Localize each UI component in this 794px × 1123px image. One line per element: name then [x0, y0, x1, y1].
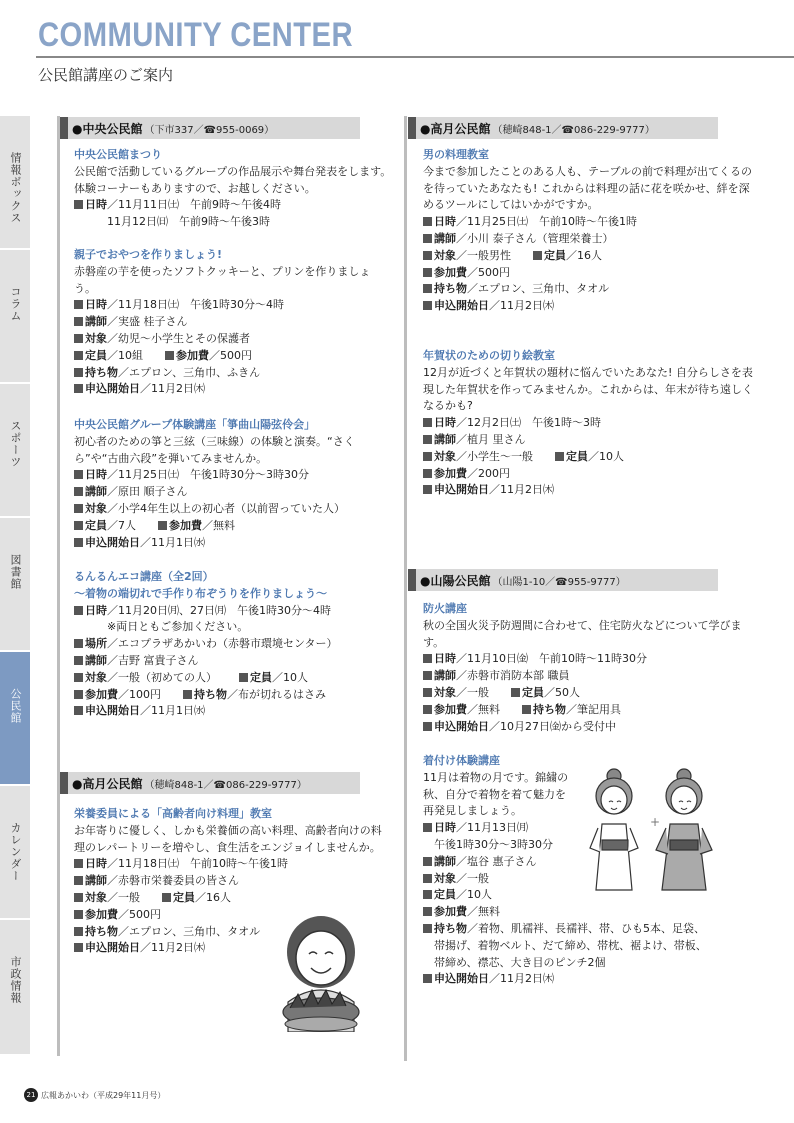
- page-subtitle: 公民館講座のご案内: [38, 66, 174, 84]
- detail-label: 申込開始日: [85, 941, 140, 955]
- detail-label: 定員: [544, 248, 566, 262]
- detail-value: ／原田 順子さん: [107, 485, 188, 499]
- detail-label: 対象: [434, 449, 456, 463]
- detail-label: 講師: [85, 315, 107, 329]
- event-title: るんるんエコ講座（全2回）: [74, 570, 214, 583]
- detail-row: [423, 685, 753, 702]
- bullet-square-icon: [423, 688, 432, 697]
- bullet-square-icon: [423, 268, 432, 277]
- bullet-square-icon: [423, 251, 432, 260]
- event-subtitle: ～着物の端切れで手作り布ぞうりを作りましょう～: [74, 586, 327, 600]
- detail-value: ／11月25日㈯ 午後1時30分～3時30分: [107, 468, 309, 482]
- page-footer: [24, 1088, 165, 1102]
- event-chuo-sokyoku: [74, 417, 392, 551]
- detail-label: 参加費: [434, 702, 467, 716]
- bullet-square-icon: [74, 606, 83, 615]
- detail-value: ／10人: [588, 449, 624, 463]
- detail-label: 持ち物: [434, 921, 467, 935]
- detail-label: 講師: [434, 432, 456, 446]
- side-tab-info-box[interactable]: 情報ボックス: [0, 116, 30, 250]
- detail-row: [74, 636, 392, 653]
- detail-continuation: 帯揚げ、着物ベルト、だて締め、帯枕、裾よけ、帯板、: [423, 938, 707, 952]
- detail-label: 日時: [85, 468, 107, 482]
- detail-row: [423, 231, 753, 248]
- bullet-square-icon: [522, 705, 531, 714]
- detail-value: ／500円: [118, 907, 161, 921]
- bullet-square-icon: [423, 907, 432, 916]
- detail-label: 定員: [434, 888, 456, 902]
- detail-value: ／エプロン、三角巾、ふきん: [118, 365, 261, 379]
- detail-value: ／吉野 富貴子さん: [107, 653, 199, 667]
- bullet-square-icon: [74, 690, 83, 699]
- bullet-square-icon: [183, 690, 192, 699]
- detail-row: [74, 518, 392, 535]
- detail-value: ／11月10日㈮ 午前10時～11時30分: [456, 652, 647, 666]
- detail-label: 申込開始日: [85, 535, 140, 549]
- page-title: COMMUNITY CENTER: [38, 16, 353, 54]
- detail-value: ／100円: [118, 687, 161, 701]
- event-description: 秋の全国火災予防週間に合わせて、住宅防火などについて学びます。: [423, 618, 742, 649]
- bullet-square-icon: [423, 418, 432, 427]
- detail-value: ／植月 里さん: [456, 432, 526, 446]
- bullet-square-icon: [423, 857, 432, 866]
- detail-label: 対象: [85, 501, 107, 515]
- event-takatsuki-otoko-ryori: [423, 147, 753, 315]
- detail-row: [74, 535, 392, 552]
- detail-row: [423, 214, 753, 231]
- side-tab-calendar[interactable]: カレンダー: [0, 786, 30, 920]
- detail-value: ／11月2日㈭: [489, 483, 554, 497]
- side-tab-kominkan[interactable]: 公民館: [0, 652, 30, 786]
- detail-label: 講師: [434, 669, 456, 683]
- detail-row: [74, 603, 392, 620]
- detail-value: ／小学生～一般: [456, 449, 533, 463]
- detail-value: ／11月2日㈭: [489, 299, 554, 313]
- detail-label: 申込開始日: [85, 704, 140, 718]
- section-header-sanyo: ●山陽公民館 （山陽1-10／☎955-9777）: [408, 569, 718, 591]
- detail-value: ／エプロン、三角巾、タオル: [118, 924, 261, 938]
- detail-row: [423, 921, 763, 938]
- detail-row: [423, 668, 753, 685]
- detail-value: ／16人: [566, 248, 602, 262]
- bullet-square-icon: [165, 351, 174, 360]
- detail-label: 参加費: [434, 905, 467, 919]
- detail-value: ／11月20日㈪、27日㈪ 午後1時30分～4時: [107, 603, 331, 617]
- event-description: 赤磐産の芋を使ったソフトクッキーと、プリンを作りましょう。: [74, 264, 371, 295]
- detail-value: ／エコプラザあかいわ（赤磐市環境センター）: [107, 637, 338, 651]
- detail-value: ／一般: [107, 890, 140, 904]
- detail-label: 対象: [85, 890, 107, 904]
- detail-value: ／10組: [107, 348, 143, 362]
- left-column-rule: [57, 116, 60, 1056]
- detail-value: ／実盛 桂子さん: [107, 315, 188, 329]
- bullet-square-icon: [74, 859, 83, 868]
- event-description: 12月が近づくと年賀状の題材に悩んでいたあなた! 自分らしさを表現した年賀状を作ってみませんか。これからは、年末が待ち遠しくなるかも?: [423, 365, 753, 413]
- detail-label: 日時: [85, 603, 107, 617]
- detail-label: 日時: [85, 857, 107, 871]
- detail-label: 参加費: [434, 466, 467, 480]
- bullet-square-icon: [423, 452, 432, 461]
- detail-row: [74, 703, 392, 720]
- detail-value: ／筆記用具: [566, 702, 621, 716]
- detail-row: [423, 955, 763, 972]
- bullet-square-icon: [74, 470, 83, 479]
- bullet-square-icon: [162, 893, 171, 902]
- detail-value: ／一般（初めての人）: [107, 670, 217, 684]
- detail-row: [74, 381, 392, 398]
- detail-label: 対象: [434, 248, 456, 262]
- detail-value: ／エプロン、三角巾、タオル: [467, 282, 610, 296]
- detail-row: [423, 466, 753, 483]
- detail-row: [74, 687, 392, 704]
- detail-label: 講師: [434, 854, 456, 868]
- detail-row: [423, 719, 753, 736]
- detail-value: ／幼児～小学生とその保護者: [107, 331, 250, 345]
- bullet-square-icon: [423, 874, 432, 883]
- detail-value: ／11月1日㈬: [140, 704, 205, 718]
- event-title: 男の料理教室: [423, 148, 489, 161]
- detail-label: 定員: [85, 518, 107, 532]
- detail-row: [74, 314, 392, 331]
- bullet-square-icon: [74, 521, 83, 530]
- detail-continuation: 帯締め、襟芯、大き目のピンチ2個: [423, 955, 606, 969]
- event-takatsuki-kirie: [423, 348, 753, 499]
- bullet-square-icon: [533, 251, 542, 260]
- detail-row: [74, 873, 392, 890]
- detail-label: 場所: [85, 637, 107, 651]
- detail-value: ／11月1日㈬: [140, 535, 205, 549]
- bullet-square-icon: [423, 924, 432, 933]
- event-chuo-eco: [74, 569, 392, 720]
- detail-label: 申込開始日: [434, 483, 489, 497]
- bullet-square-icon: [423, 217, 432, 226]
- bullet-square-icon: [423, 705, 432, 714]
- detail-label: 参加費: [176, 348, 209, 362]
- detail-value: ／7人: [107, 518, 136, 532]
- bullet-square-icon: [423, 974, 432, 983]
- detail-label: 持ち物: [194, 687, 227, 701]
- elderly-woman-vegetables-illustration: [276, 912, 366, 1032]
- bullet-square-icon: [74, 351, 83, 360]
- bullet-square-icon: [74, 487, 83, 496]
- detail-value: ／11月2日㈭: [489, 972, 554, 986]
- detail-value: ／着物、肌襦袢、長襦袢、帯、ひも5本、足袋、: [467, 921, 705, 935]
- section-header-takatsuki-right: ●高月公民館 （穂崎848-1／☎086-229-9777）: [408, 117, 718, 139]
- bullet-square-icon: [74, 673, 83, 682]
- detail-label: 持ち物: [85, 365, 118, 379]
- bullet-square-icon: [423, 485, 432, 494]
- detail-label: 参加費: [85, 687, 118, 701]
- detail-row: [423, 432, 753, 449]
- right-column-rule: [404, 116, 407, 1061]
- detail-row: [423, 248, 753, 265]
- detail-continuation: 午後1時30分～3時30分: [423, 837, 553, 851]
- detail-value: ／無料: [467, 702, 500, 716]
- detail-value: ／赤磐市消防本部 職員: [456, 669, 570, 683]
- bullet-square-icon: [74, 706, 83, 715]
- detail-value: ／赤磐市栄養委員の皆さん: [107, 874, 239, 888]
- detail-value: ／16人: [195, 890, 231, 904]
- detail-row: [423, 971, 763, 988]
- bullet-square-icon: [74, 384, 83, 393]
- detail-row: [74, 619, 392, 636]
- side-tab-nav: [0, 116, 30, 1056]
- detail-value: ／小学4年生以上の初心者（以前習っていた人）: [107, 501, 345, 515]
- detail-row: [423, 449, 753, 466]
- event-description: お年寄りに優しく、しかも栄養価の高い料理、高齢者向けの料理のレパートリーを増やし、食生活をエンジョイしませんか。: [74, 823, 382, 854]
- svg-text:+: +: [650, 815, 661, 829]
- event-title: 中央公民館グループ体験講座「箏曲山陽弦伶会」: [74, 418, 316, 431]
- detail-label: 持ち物: [85, 924, 118, 938]
- event-description: 公民館で活動しているグループの作品展示や舞台発表をします。体験コーナーもありますので、お越しください。: [74, 164, 392, 195]
- bullet-square-icon: [423, 301, 432, 310]
- detail-value: ／塩谷 惠子さん: [456, 854, 537, 868]
- detail-row: [423, 938, 763, 955]
- detail-value: ／11月2日㈭: [140, 382, 205, 396]
- bullet-square-icon: [74, 300, 83, 309]
- bullet-square-icon: [423, 890, 432, 899]
- detail-label: 講師: [434, 231, 456, 245]
- detail-row: [423, 904, 763, 921]
- detail-label: 持ち物: [533, 702, 566, 716]
- publication-name: 広報あかいわ（平成29年11月号）: [41, 1090, 166, 1100]
- detail-row: [74, 653, 392, 670]
- header-divider: [36, 56, 794, 58]
- bullet-square-icon: [74, 538, 83, 547]
- detail-value: ／11月13日㈪: [456, 821, 528, 835]
- bullet-square-icon: [423, 823, 432, 832]
- section-header-chuo: ●中央公民館 （下市337／☎955-0069）: [60, 117, 360, 139]
- event-chuo-oyatsu: [74, 247, 392, 398]
- bullet-square-icon: [74, 334, 83, 343]
- detail-row: [423, 298, 753, 315]
- side-tab-library[interactable]: 図書館: [0, 518, 30, 652]
- detail-value: ／11月25日㈯ 午前10時～午後1時: [456, 215, 637, 229]
- detail-row: [74, 331, 392, 348]
- detail-label: 対象: [85, 331, 107, 345]
- detail-row: [74, 348, 392, 365]
- detail-value: ／一般: [456, 871, 489, 885]
- detail-value: ／一般: [456, 685, 489, 699]
- detail-label: 定員: [173, 890, 195, 904]
- bullet-square-icon: [74, 927, 83, 936]
- detail-row: [74, 484, 392, 501]
- bullet-square-icon: [74, 200, 83, 209]
- detail-label: 日時: [85, 298, 107, 312]
- detail-value: ／一般男性: [456, 248, 511, 262]
- event-description: 初心者のための箏と三絃（三味線）の体験と演奏。“さくら”や“古曲六段”を弾いてみませんか。: [74, 434, 355, 465]
- bullet-square-icon: [74, 910, 83, 919]
- detail-value: ／10月27日㈮から受付中: [489, 719, 616, 733]
- detail-row: [423, 281, 753, 298]
- detail-value: ／200円: [467, 466, 510, 480]
- event-description: 今まで参加したことのある人も、テーブルの前で料理が出てくるのを待っていたあなたも! これからは料理の話に花を咲かせ、絆を深めるツールにしてはいかがですか。: [423, 164, 753, 212]
- detail-label: 定員: [566, 449, 588, 463]
- detail-value: ／11月18日㈯ 午後1時30分～4時: [107, 298, 284, 312]
- detail-row: [423, 482, 753, 499]
- section-header-takatsuki-left: ●高月公民館 （穂崎848-1／☎086-229-9777）: [60, 772, 360, 794]
- detail-label: 定員: [250, 670, 272, 684]
- detail-label: 講師: [85, 485, 107, 499]
- bullet-square-icon: [74, 368, 83, 377]
- detail-value: ／500円: [209, 348, 252, 362]
- detail-row: [74, 890, 392, 907]
- bullet-square-icon: [74, 943, 83, 952]
- detail-label: 申込開始日: [434, 299, 489, 313]
- detail-value: ／小川 泰子さん（管理栄養士）: [456, 231, 614, 245]
- detail-continuation: ※両日ともご参加ください。: [74, 620, 249, 634]
- detail-label: 対象: [434, 685, 456, 699]
- bullet-square-icon: [74, 876, 83, 885]
- side-tab-city-info[interactable]: 市政情報: [0, 920, 30, 1056]
- detail-value: ／500円: [467, 265, 510, 279]
- event-chuo-matsuri: [74, 147, 392, 231]
- bullet-square-icon: [74, 639, 83, 648]
- bullet-square-icon: [239, 673, 248, 682]
- page-number: 21: [24, 1088, 38, 1102]
- bullet-square-icon: [511, 688, 520, 697]
- detail-row: [74, 670, 392, 687]
- bullet-square-icon: [423, 284, 432, 293]
- detail-row: [74, 856, 392, 873]
- detail-row: [423, 651, 753, 668]
- detail-label: 参加費: [85, 907, 118, 921]
- event-description: 11月は着物の月です。錦繍の秋、自分で着物を着て魅力を再発見しましょう。: [423, 770, 569, 818]
- side-tab-column[interactable]: コラム: [0, 250, 30, 384]
- event-title: 親子でおやつを作りましょう!: [74, 248, 223, 261]
- detail-label: 申込開始日: [434, 719, 489, 733]
- detail-label: 参加費: [434, 265, 467, 279]
- detail-row: [74, 214, 392, 231]
- bullet-square-icon: [423, 671, 432, 680]
- event-title: 着付け体験講座: [423, 754, 500, 767]
- detail-label: 申込開始日: [85, 382, 140, 396]
- bullet-square-icon: [423, 234, 432, 243]
- bullet-square-icon: [423, 435, 432, 444]
- detail-row: [423, 702, 753, 719]
- bullet-square-icon: [74, 317, 83, 326]
- detail-label: 日時: [434, 652, 456, 666]
- detail-row: [423, 415, 753, 432]
- bullet-square-icon: [74, 504, 83, 513]
- detail-value: ／11月2日㈭: [140, 941, 205, 955]
- detail-row: [74, 365, 392, 382]
- detail-continuation: 11月12日㈰ 午前9時～午後3時: [74, 215, 270, 229]
- event-title: 年賀状のための切り絵教室: [423, 349, 555, 362]
- detail-label: 申込開始日: [434, 972, 489, 986]
- detail-row: [74, 197, 392, 214]
- detail-label: 定員: [85, 348, 107, 362]
- detail-label: 対象: [85, 670, 107, 684]
- side-tab-sports[interactable]: スポーツ: [0, 384, 30, 518]
- detail-label: 日時: [85, 198, 107, 212]
- detail-value: ／10人: [456, 888, 492, 902]
- detail-row: [74, 501, 392, 518]
- detail-label: 日時: [434, 215, 456, 229]
- detail-value: ／10人: [272, 670, 308, 684]
- event-sanyo-boka: [423, 601, 753, 735]
- bullet-square-icon: [423, 469, 432, 478]
- event-title: 中央公民館まつり: [74, 148, 162, 161]
- detail-value: ／50人: [544, 685, 580, 699]
- detail-label: 日時: [434, 416, 456, 430]
- event-title: 栄養委員による「高齢者向け料理」教室: [74, 807, 272, 820]
- detail-label: 対象: [434, 871, 456, 885]
- detail-label: 講師: [85, 653, 107, 667]
- detail-row: [74, 467, 392, 484]
- detail-value: ／布が切れるはさみ: [227, 687, 326, 701]
- detail-row: [423, 265, 753, 282]
- kimono-women-illustration: [582, 768, 722, 900]
- detail-value: ／11月11日㈯ 午前9時～午後4時: [107, 198, 281, 212]
- detail-row: [74, 297, 392, 314]
- detail-value: ／無料: [202, 518, 235, 532]
- bullet-square-icon: [158, 521, 167, 530]
- detail-value: ／無料: [467, 905, 500, 919]
- bullet-square-icon: [423, 654, 432, 663]
- detail-label: 日時: [434, 821, 456, 835]
- bullet-square-icon: [555, 452, 564, 461]
- bullet-square-icon: [74, 656, 83, 665]
- detail-value: ／12月2日㈯ 午後1時～3時: [456, 416, 601, 430]
- bullet-square-icon: [423, 722, 432, 731]
- event-title: 防火講座: [423, 602, 467, 615]
- detail-label: 持ち物: [434, 282, 467, 296]
- detail-label: 定員: [522, 685, 544, 699]
- bullet-square-icon: [74, 893, 83, 902]
- detail-label: 参加費: [169, 518, 202, 532]
- detail-label: 講師: [85, 874, 107, 888]
- detail-value: ／11月18日㈯ 午前10時～午後1時: [107, 857, 288, 871]
